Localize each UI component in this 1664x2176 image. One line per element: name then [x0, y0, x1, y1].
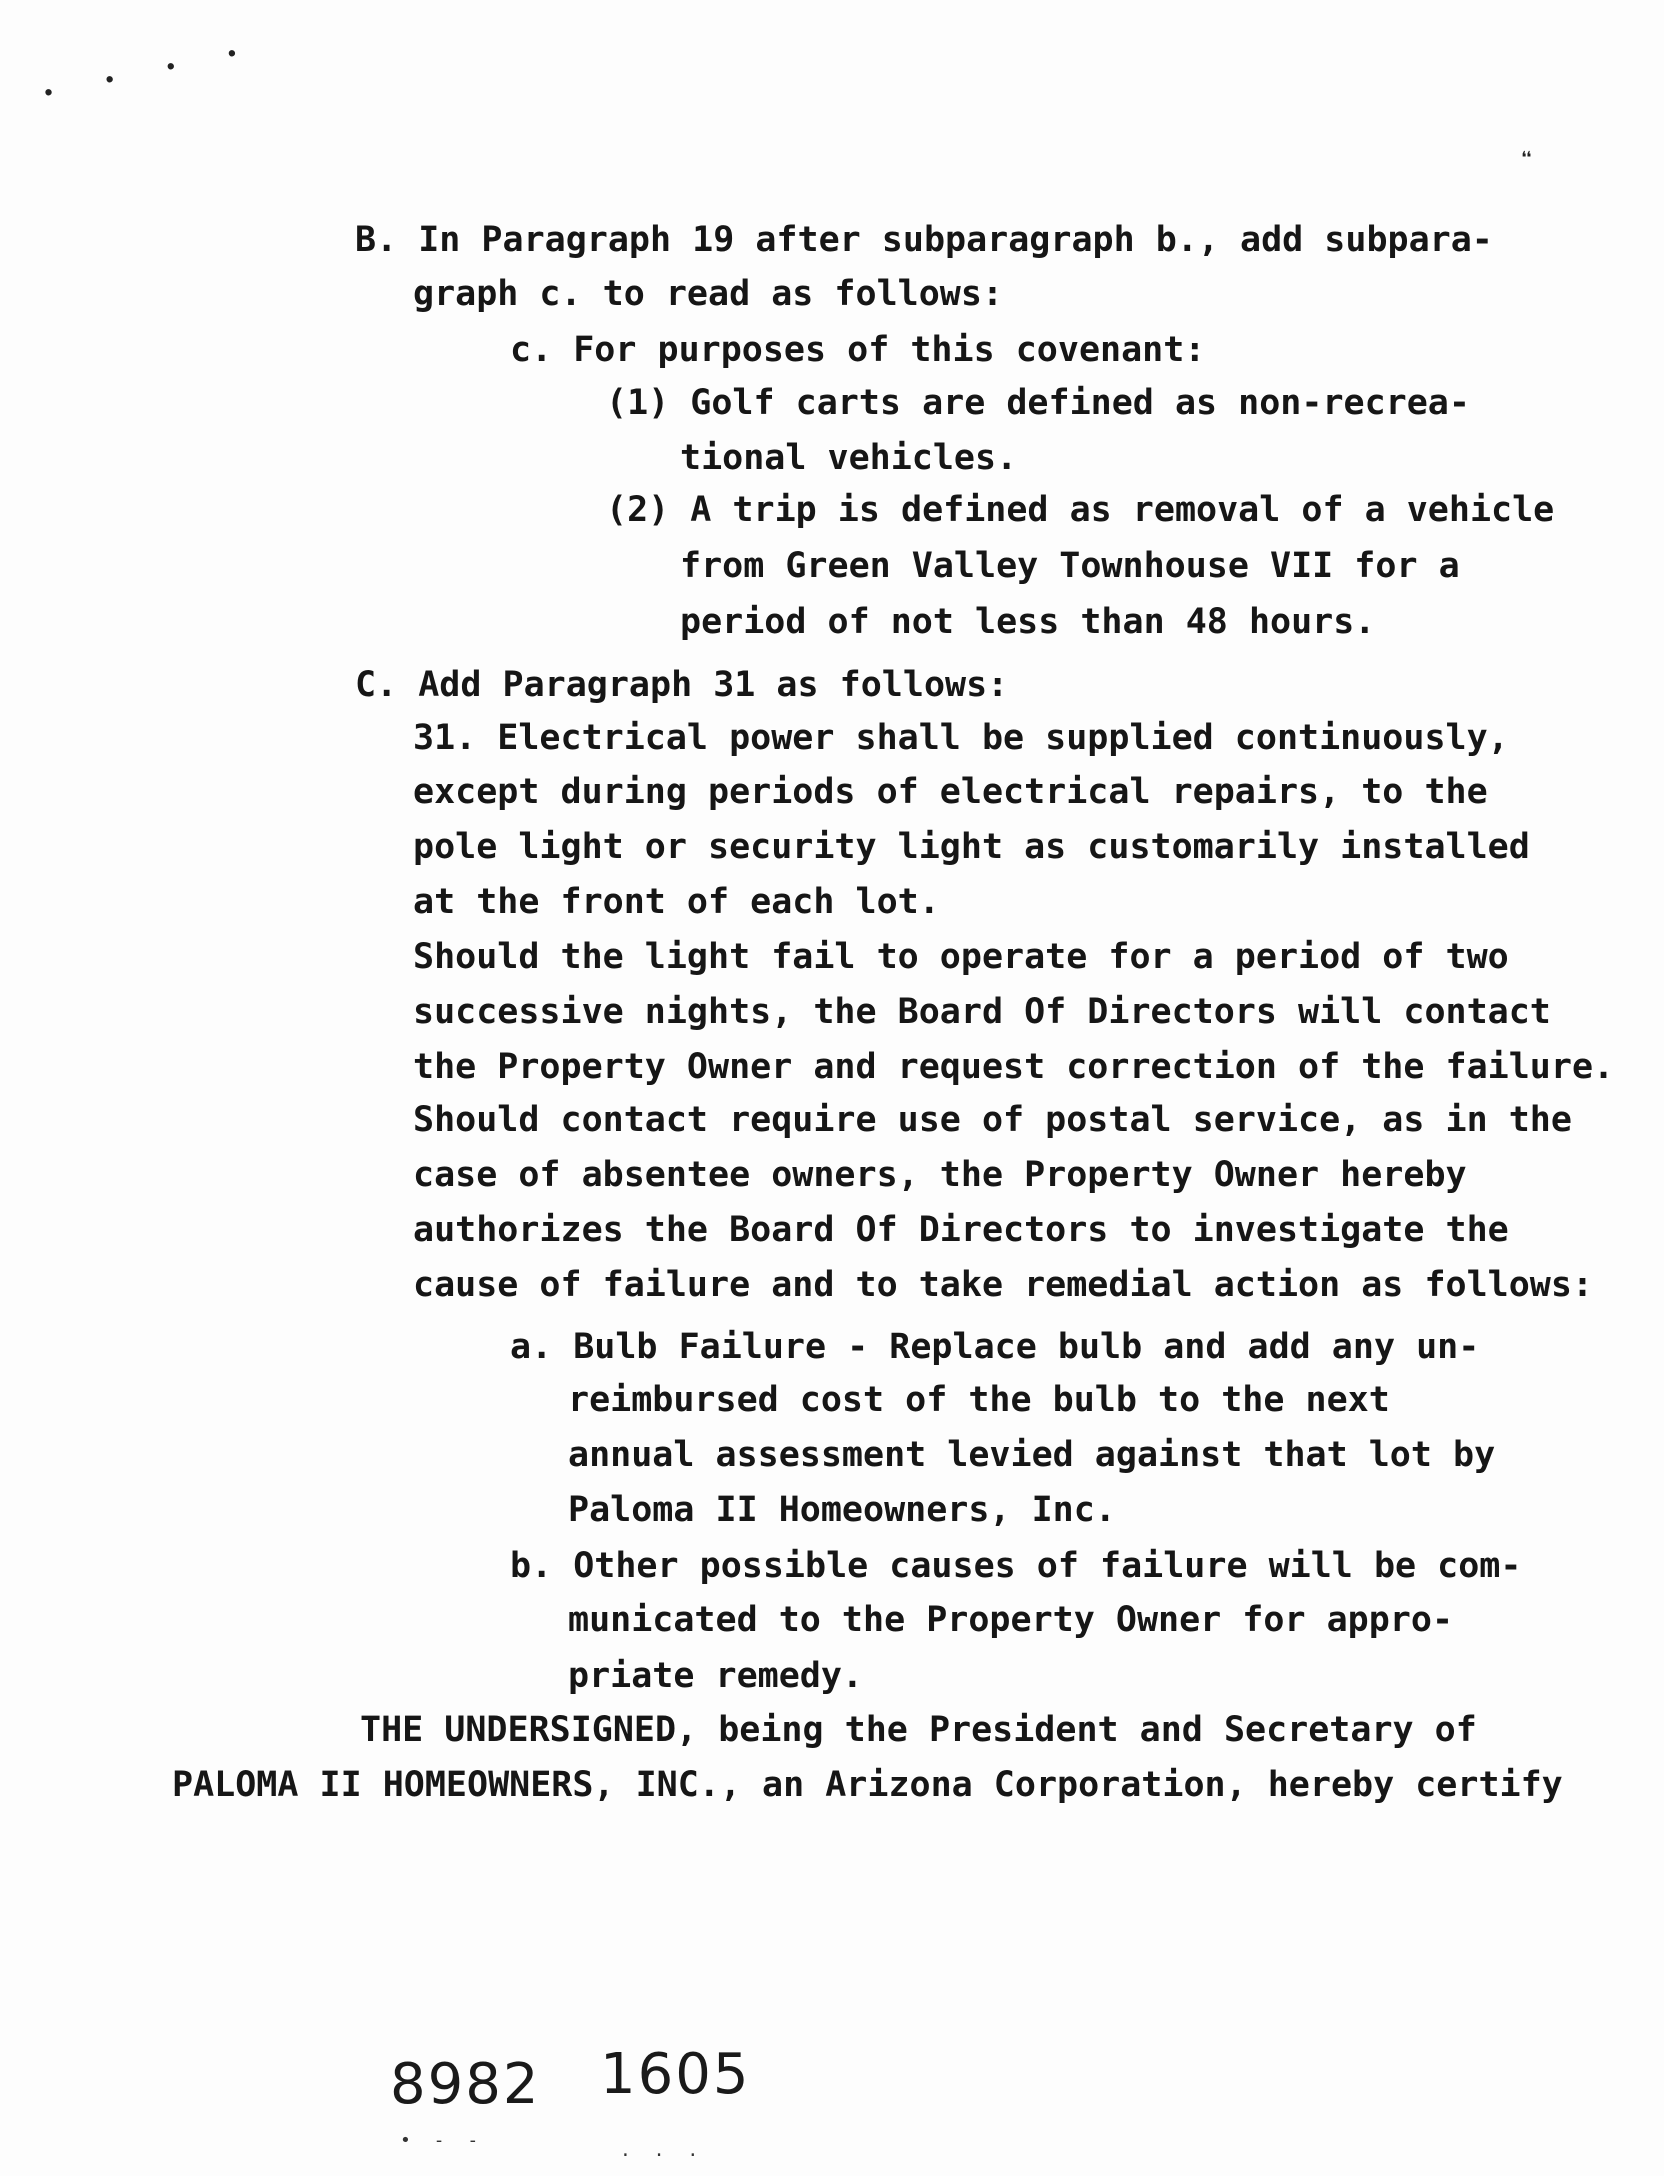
text-line: from Green Valley Townhouse VII for a [680, 546, 1460, 586]
text-line: B. In Paragraph 19 after subparagraph b., add subpara- [355, 220, 1493, 260]
text-line: (2) A trip is defined as removal of a vehicle [606, 490, 1555, 530]
footer-specks-left: • - - [400, 2130, 485, 2151]
text-line: Should the light fail to operate for a period of two [413, 937, 1509, 977]
text-line: graph c. to read as follows: [413, 274, 1004, 314]
text-line: successive nights, the Board Of Directors will contact [413, 992, 1551, 1032]
text-line: THE UNDERSIGNED, being the President and Secretary of [360, 1710, 1477, 1750]
corner-mark: ❝ [1520, 148, 1534, 173]
text-line: c. For purposes of this covenant: [510, 330, 1206, 370]
text-line: tional vehicles. [680, 438, 1018, 478]
text-line: 31. Electrical power shall be supplied continuously, [413, 718, 1509, 758]
text-line: annual assessment levied against that lot by [568, 1435, 1496, 1475]
text-line: reimbursed cost of the bulb to the next [568, 1380, 1390, 1420]
scan-specks: • • • • [39, 37, 259, 108]
text-line: Should contact require use of postal service, as in the [413, 1100, 1572, 1140]
text-line: PALOMA II HOMEOWNERS, INC., an Arizona Corporation, hereby certify [172, 1765, 1563, 1805]
text-line: period of not less than 48 hours. [680, 602, 1376, 642]
text-line: b. Other possible causes of failure will be com- [510, 1546, 1522, 1586]
text-line: pole light or security light as customarily installed [413, 827, 1530, 867]
text-line: (1) Golf carts are defined as non-recrea- [606, 383, 1470, 423]
text-line: Paloma II Homeowners, Inc. [568, 1490, 1116, 1530]
footer-number-right: 1605 [600, 2042, 751, 2107]
text-line: except during periods of electrical repairs, to the [413, 772, 1488, 812]
text-line: a. Bulb Failure - Replace bulb and add any un- [510, 1327, 1480, 1367]
text-line: the Property Owner and request correction of the failure. [413, 1047, 1615, 1087]
text-line: priate remedy. [568, 1656, 864, 1696]
text-line: C. Add Paragraph 31 as follows: [355, 665, 1009, 705]
text-line: authorizes the Board Of Directors to investigate the [413, 1210, 1509, 1250]
text-line: municated to the Property Owner for appro- [568, 1600, 1454, 1640]
footer-number-left: 8982 [390, 2052, 541, 2117]
text-line: at the front of each lot. [413, 882, 940, 922]
footer-specks-right: . . . [620, 2140, 705, 2161]
text-line: cause of failure and to take remedial action as follows: [413, 1265, 1594, 1305]
text-line: case of absentee owners, the Property Owner hereby [413, 1155, 1467, 1195]
